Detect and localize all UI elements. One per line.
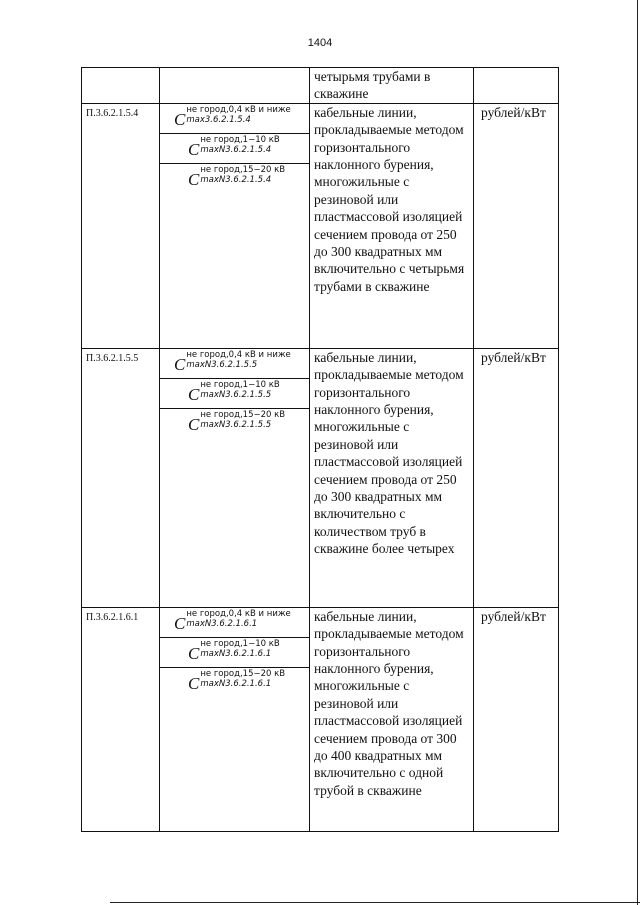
formula-subscript: maxN3.6.2.1.5.5 (186, 359, 258, 370)
unit-cell (474, 607, 559, 831)
unit-cell (474, 103, 559, 348)
row-code: П.3.6.2.1.6.1 (86, 611, 139, 623)
page-number: 1404 (307, 37, 333, 49)
row-unit: рублей/кВт (481, 349, 546, 365)
formula-high-voltage (160, 668, 309, 698)
formula-cell (160, 103, 310, 348)
formula-subscript: maxN3.6.2.1.5.5 (200, 419, 272, 430)
formula-medium-voltage (160, 379, 309, 409)
code-cell (82, 348, 160, 607)
tariff-table (81, 67, 559, 832)
formula-base: C (188, 673, 200, 693)
formula-base: C (174, 109, 186, 129)
formula-superscript: не город,15−20 кВ (200, 164, 286, 175)
formula-cell (160, 68, 310, 104)
row-description: кабельные линии, прокладываемые методом горизонтального наклонного бурения, многожильные с резиновой или пластмассовой изоляцией сечением провода от 250 до 300 квадратных мм включительно с количеством труб в скважине более четырех (314, 349, 464, 557)
row-code: П.3.6.2.1.5.5 (86, 352, 139, 364)
unit-cell (474, 68, 559, 104)
formula-medium-voltage (160, 134, 309, 164)
table-row (82, 607, 559, 831)
formula-subscript: maxN3.6.2.1.5.5 (200, 389, 272, 400)
description-cell (310, 68, 474, 104)
formula-subscript: maxN3.6.2.1.6.1 (186, 618, 258, 629)
row-description: кабельные линии, прокладываемые методом горизонтального наклонного бурения, многожильные с резиновой или пластмассовой изоляцией сечением провода от 300 до 400 квадратных мм включительно с одной трубой в скважине (314, 608, 464, 798)
row-description: кабельные линии, прокладываемые методом горизонтального наклонного бурения, многожильные с резиновой или пластмассовой изоляцией сечением провода от 250 до 300 квадратных мм включительно с четырьмя трубами в скважине (314, 104, 465, 294)
formula-subscript: max3.6.2.1.5.4 (186, 114, 251, 125)
formula-cell (160, 348, 310, 607)
formula-superscript: не город,1−10 кВ (200, 379, 280, 390)
row-unit: рублей/кВт (481, 104, 546, 120)
formula-superscript: не город,15−20 кВ (200, 409, 286, 420)
unit-cell (474, 348, 559, 607)
formula-cell (160, 607, 310, 831)
row-code: П.3.6.2.1.5.4 (86, 107, 139, 119)
formula-superscript: не город,1−10 кВ (200, 638, 280, 649)
table-row-continuation (82, 68, 559, 104)
formula-medium-voltage (160, 638, 309, 668)
formula-base: C (188, 643, 200, 663)
formula-superscript: не город,15−20 кВ (200, 668, 286, 679)
formula-base: C (188, 139, 200, 159)
formula-low-voltage (160, 608, 309, 638)
formula-subscript: maxN3.6.2.1.6.1 (200, 678, 272, 689)
formula-base: C (188, 384, 200, 404)
formula-high-voltage (160, 409, 309, 439)
formula-superscript: не город,1−10 кВ (200, 134, 280, 145)
row-unit: рублей/кВт (481, 608, 546, 624)
scan-edge-bottom (110, 902, 640, 903)
formula-subscript: maxN3.6.2.1.5.4 (200, 144, 272, 155)
description-cell (310, 348, 474, 607)
formula-high-voltage (160, 164, 309, 194)
formula-base: C (188, 414, 200, 434)
code-cell (82, 607, 160, 831)
table-row (82, 103, 559, 348)
description-cell (310, 607, 474, 831)
formula-low-voltage (160, 104, 309, 134)
formula-low-voltage (160, 349, 309, 379)
scan-edge-right (637, 0, 638, 905)
formula-base: C (174, 354, 186, 374)
formula-superscript: не город,0,4 кВ и ниже (186, 349, 291, 360)
formula-base: C (174, 613, 186, 633)
code-cell (82, 103, 160, 348)
formula-subscript: maxN3.6.2.1.5.4 (200, 174, 272, 185)
formula-base: C (188, 169, 200, 189)
row-description: четырьмя трубами в скважине (314, 69, 431, 102)
formula-superscript: не город,0,4 кВ и ниже (186, 608, 291, 619)
formula-subscript: maxN3.6.2.1.6.1 (200, 648, 272, 659)
table-row (82, 348, 559, 607)
formula-superscript: не город,0,4 кВ и ниже (186, 104, 291, 115)
code-cell (82, 68, 160, 104)
description-cell (310, 103, 474, 348)
